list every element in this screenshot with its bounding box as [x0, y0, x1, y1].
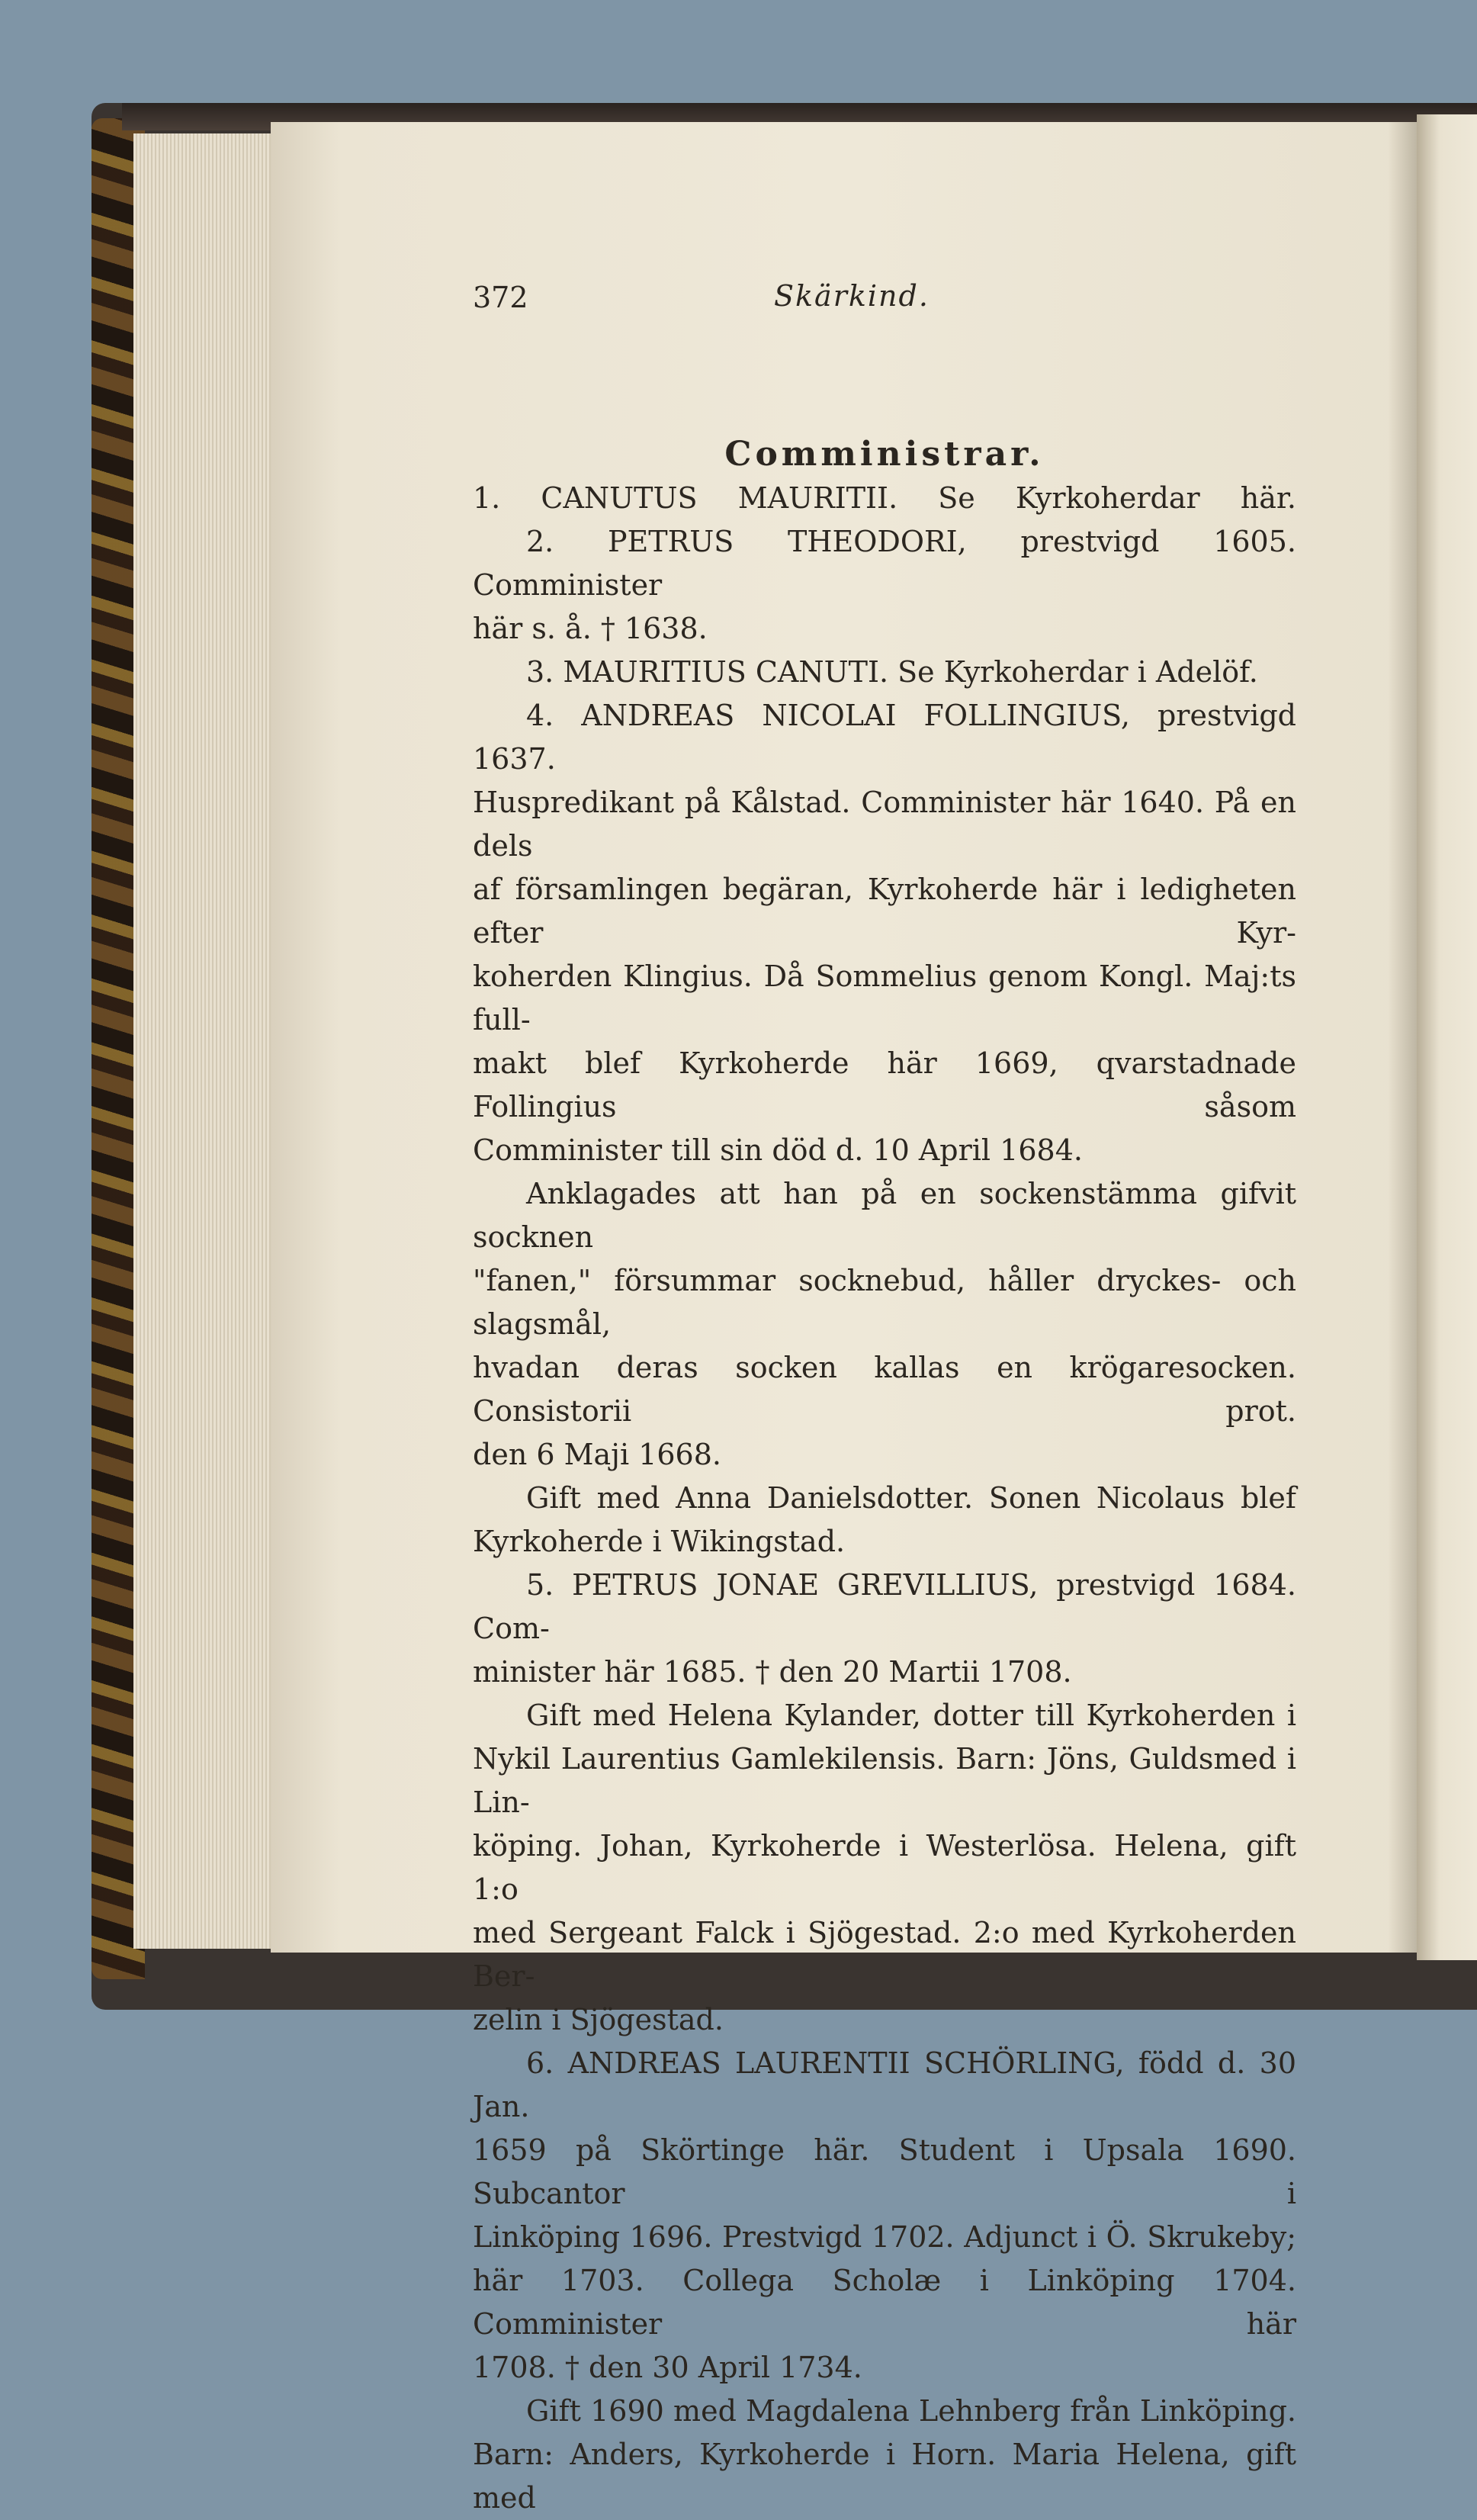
text-line: zelin i Sjögestad.	[473, 2003, 724, 2036]
text-line: hvadan deras socken kallas en krögaresocken. Consistorii prot.	[473, 1351, 1296, 1428]
text-line: Barn: Anders, Kyrkoherde i Horn. Maria Helena, gift med	[473, 2438, 1296, 2515]
text-line: köping. Johan, Kyrkoherde i Westerlösa. Helena, gift 1:o	[473, 1829, 1296, 1906]
text-line: Gift 1690 med Magdalena Lehnberg från Linköping.	[526, 2394, 1296, 2428]
text-line: Kyrkoherde i Wikingstad.	[473, 1525, 846, 1558]
text-line: 4. ANDREAS NICOLAI FOLLINGIUS, prestvigd 1637.	[473, 699, 1296, 776]
page-number: 372	[473, 281, 528, 314]
facing-page-edge	[1417, 114, 1477, 1960]
running-head: Skärkind.	[774, 279, 930, 313]
text-line: koherden Klingius. Då Sommelius genom Kongl. Maj:ts full-	[473, 959, 1296, 1037]
page-text	[473, 275, 1296, 2520]
text-line: med Sergeant Falck i Sjögestad. 2:o med Kyrkoherden Ber-	[473, 1916, 1296, 1993]
page-edges	[133, 133, 278, 1949]
text-line: här s. å. † 1638.	[473, 612, 708, 645]
text-line: här 1703. Collega Scholæ i Linköping 1704. Comminister här	[473, 2264, 1296, 2341]
text-line: Linköping 1696. Prestvigd 1702. Adjunct i Ö. Skrukeby;	[473, 2220, 1296, 2254]
section-title: Comministrar.	[724, 435, 1045, 474]
page-header	[473, 275, 1296, 320]
text-line: Huspredikant på Kålstad. Comminister här 1640. På en dels	[473, 786, 1296, 863]
text-line: 1. CANUTUS MAURITII. Se Kyrkoherdar här.	[473, 481, 1296, 515]
text-line: "fanen," försummar socknebud, håller dryckes- och slagsmål,	[473, 1264, 1296, 1341]
text-line: den 6 Maji 1668.	[473, 1438, 721, 1471]
text-line: Gift med Helena Kylander, dotter till Kyrkoherden i	[526, 1699, 1296, 1732]
text-line: af församlingen begäran, Kyrkoherde här i ledigheten efter Kyr-	[473, 873, 1296, 950]
text-line: Anklagades att han på en sockenstämma gifvit socknen	[473, 1177, 1296, 1254]
text-line: Comminister till sin död d. 10 April 1684.	[473, 1133, 1083, 1167]
text-line: Nykil Laurentius Gamlekilensis. Barn: Jöns, Guldsmed i Lin-	[473, 1742, 1296, 1819]
text-line: minister här 1685. † den 20 Martii 1708.	[473, 1655, 1072, 1689]
text-line: 6. ANDREAS LAURENTII SCHÖRLING, född d. 30 Jan.	[473, 2046, 1296, 2123]
text-line: 3. MAURITIUS CANUTI. Se Kyrkoherdar i Adelöf.	[526, 655, 1258, 689]
body-lines	[473, 477, 1296, 2520]
text-line: 1708. † den 30 April 1734.	[473, 2351, 862, 2384]
text-line: Gift med Anna Danielsdotter. Sonen Nicolaus blef	[526, 1481, 1296, 1515]
text-line: makt blef Kyrkoherde här 1669, qvarstadnade Follingius såsom	[473, 1046, 1296, 1123]
text-line: 5. PETRUS JONAE GREVILLIUS, prestvigd 1684. Com-	[473, 1568, 1296, 1645]
text-line: 1659 på Skörtinge här. Student i Upsala 1690. Subcantor i	[473, 2133, 1296, 2210]
text-line: 2. PETRUS THEODORI, prestvigd 1605. Comminister	[473, 525, 1296, 602]
